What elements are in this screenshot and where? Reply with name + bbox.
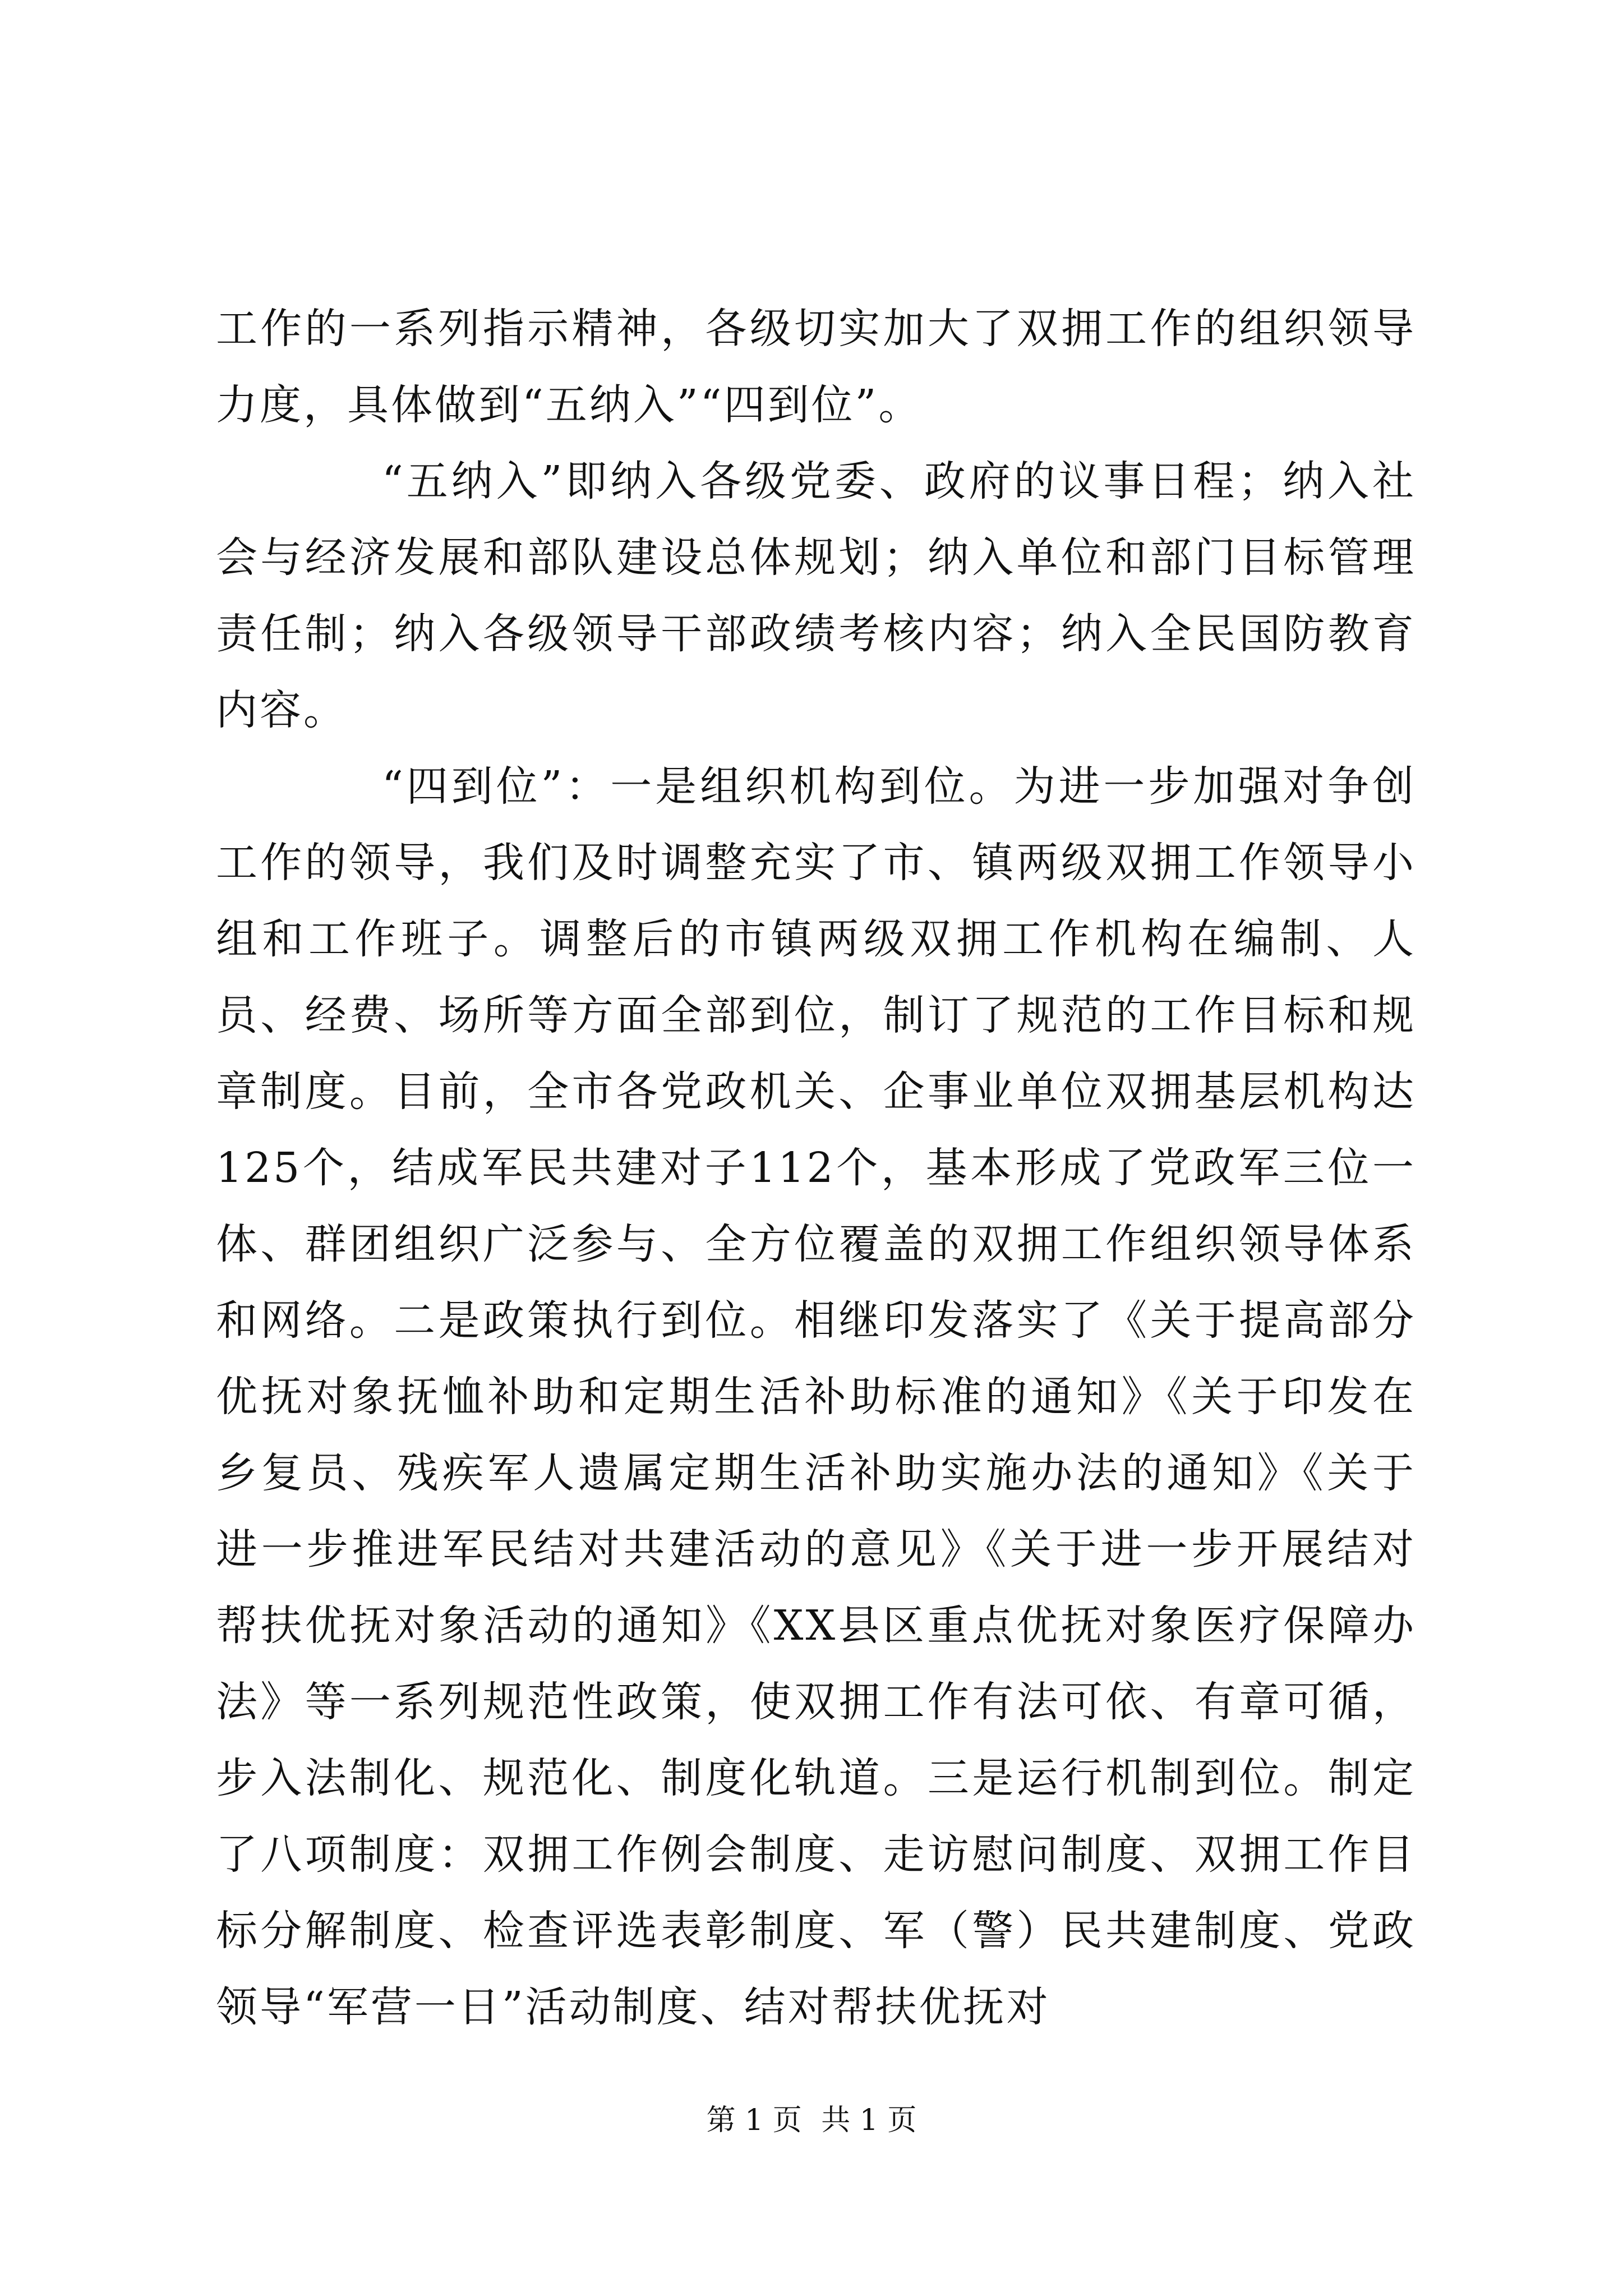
paragraph-1: 工作的一系列指示精神，各级切实加大了双拥工作的组织领导力度，具体做到“五纳入”“四到位”。 xyxy=(216,305,1416,429)
paragraph-3: “四到位”：一是组织机构到位。为进一步加强对争创工作的领导，我们及时调整充实了市、镇两级双拥工作领导小组和工作班子。调整后的市镇两级双拥工作机构在编制、人员、经费、场所等方面全部到位，制订了规范的工作目标和规章制度。目前，全市各党政机关、企事业单位双拥基层机构达125个，结成军民共建对子112个，基本形成了党政军三位一体、群团组织广泛参与、全方位覆盖的双拥工作组织领导体系和网络。二是政策执行到位。相继印发落实了《关于提高部分优抚对象抚恤补助和定期生活补助标准的通知》《关于印发在乡复员、残疾军人遗属定期生活补助实施办法的通知》《关于进一步推进军民结对共建活动的意见》《关于进一步开展结对帮扶优抚对象活动的通知》《XX县区重点优抚对象医疗保障办法》等一系列规范性政策，使双拥工作有法可依、有章可循，步入法制化、规范化、制度化轨道。三是运行机制到位。制定了八项制度：双拥工作例会制度、走访慰问制度、双拥工作目标分解制度、检查评选表彰制度、军（警）民共建制度、党政领导“军营一日”活动制度、结对帮扶优抚对 xyxy=(216,762,1416,2031)
page-number: 第 1 页 xyxy=(706,2104,802,2137)
document-body xyxy=(216,291,1416,2045)
paragraph-2: “五纳入”即纳入各级党委、政府的议事日程；纳入社会与经济发展和部队建设总体规划；纳入单位和部门目标管理责任制；纳入各级领导干部政绩考核内容；纳入全民国防教育内容。 xyxy=(216,457,1416,734)
page-footer xyxy=(0,2101,1623,2140)
page-total: 共 1 页 xyxy=(821,2104,917,2137)
